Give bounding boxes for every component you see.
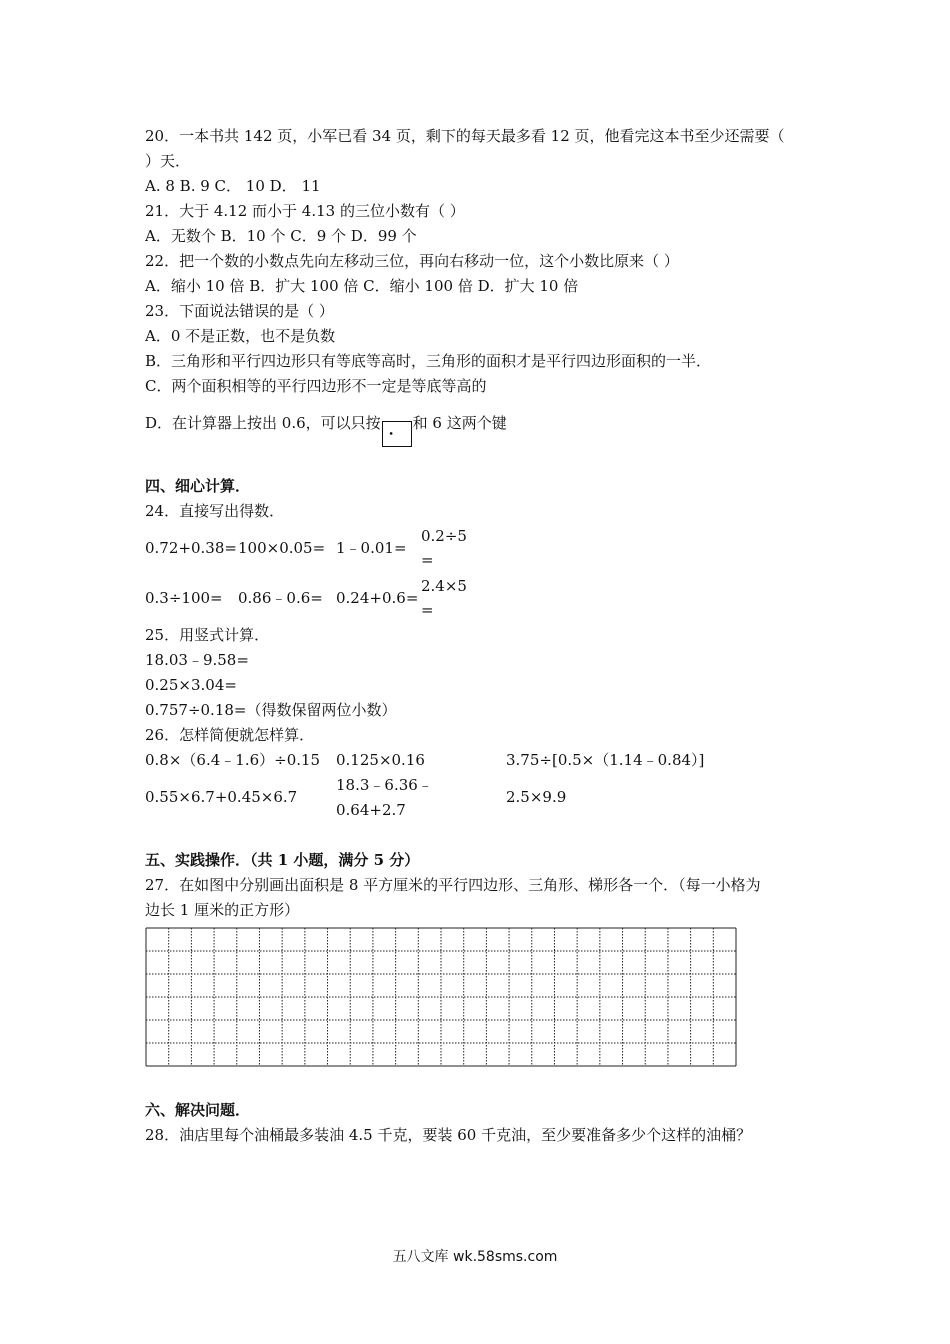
- q26-item: 0.125×0.16: [336, 751, 425, 769]
- q23-option-b: B．三角形和平行四边形只有等底等高时，三角形的面积才是平行四边形面积的一半．: [145, 352, 712, 370]
- q26-item: 0.8×（6.4﹣1.6）÷0.15: [145, 751, 321, 769]
- section-5-title: 五、实践操作．（共 1 小题，满分 5 分）: [145, 851, 420, 869]
- q26-stem: 26．怎样简便就怎样算．: [145, 726, 315, 744]
- q25-stem: 25．用竖式计算．: [145, 626, 270, 644]
- q20-options: A. 8 B. 9 C． 10 D． 11: [145, 177, 321, 195]
- q24-item: 1﹣0.01=: [336, 539, 407, 557]
- q27-stem: 27．在如图中分别画出面积是 8 平方厘米的平行四边形、三角形、梯形各一个．（每一小格为: [145, 876, 761, 894]
- q27-stem-cont: 边长 1 厘米的正方形）: [145, 901, 300, 919]
- q23-d-text: D．在计算器上按出 0.6，可以只按: [145, 414, 381, 432]
- q26-item-cont: 0.64+2.7: [336, 801, 406, 819]
- q22-options: A．缩小 10 倍 B．扩大 100 倍 C．缩小 100 倍 D．扩大 10 倍: [145, 277, 579, 295]
- calculator-dot-key: ．: [382, 421, 412, 447]
- q20-stem-cont: ）天．: [145, 152, 191, 170]
- q24-item: 0.3÷100=: [145, 589, 223, 607]
- q23-stem: 23．下面说法错误的是（ ）: [145, 302, 334, 320]
- q23-option-c: C．两个面积相等的平行四边形不一定是等底等高的: [145, 377, 487, 395]
- section-4-title: 四、细心计算．: [145, 477, 251, 495]
- q25-item: 18.03﹣9.58=: [145, 651, 249, 669]
- q24-stem: 24．直接写出得数．: [145, 502, 285, 520]
- q24-item-eq: =: [421, 601, 434, 619]
- q26-item: 0.55×6.7+0.45×6.7: [145, 788, 298, 806]
- q23-option-d: [145, 413, 507, 447]
- q21-options: A．无数个 B．10 个 C．9 个 D．99 个: [145, 227, 417, 245]
- q22-stem: 22．把一个数的小数点先向左移动三位，再向右移动一位，这个小数比原来（ ）: [145, 252, 679, 270]
- section-6-title: 六、解决问题．: [145, 1101, 251, 1119]
- q25-item: 0.25×3.04=: [145, 676, 237, 694]
- q24-item: 0.86﹣0.6=: [238, 589, 323, 607]
- q23-d-text-end: 和 6 这两个键: [412, 414, 507, 432]
- q24-item: 0.24+0.6=: [336, 589, 419, 607]
- q24-item: 100×0.05=: [238, 539, 326, 557]
- q26-item: 3.75÷[0.5×（1.14﹣0.84）]: [506, 751, 705, 769]
- q24-item: 0.72+0.38=: [145, 539, 237, 557]
- footer-watermark: 五八文库 wk.58sms.com: [392, 1249, 558, 1265]
- q28-stem: 28．油店里每个油桶最多装油 4.5 千克，要装 60 千克油，至少要准备多少个这样的油桶？: [145, 1126, 752, 1144]
- q24-item-eq: =: [421, 551, 434, 569]
- q24-item: 2.4×5: [421, 577, 467, 595]
- q26-item: 2.5×9.9: [506, 788, 567, 806]
- q25-item: 0.757÷0.18=（得数保留两位小数）: [145, 701, 397, 719]
- q20-stem: 20．一本书共 142 页，小军已看 34 页，剩下的每天最多看 12 页，他看完这本书至少还需要（: [145, 127, 785, 145]
- square-grid: [145, 927, 737, 1067]
- q26-item: 18.3﹣6.36﹣: [336, 776, 433, 794]
- q23-option-a: A．0 不是正数，也不是负数: [145, 327, 336, 345]
- q21-stem: 21．大于 4.12 而小于 4.13 的三位小数有（ ）: [145, 202, 465, 220]
- q24-item: 0.2÷5: [421, 527, 467, 545]
